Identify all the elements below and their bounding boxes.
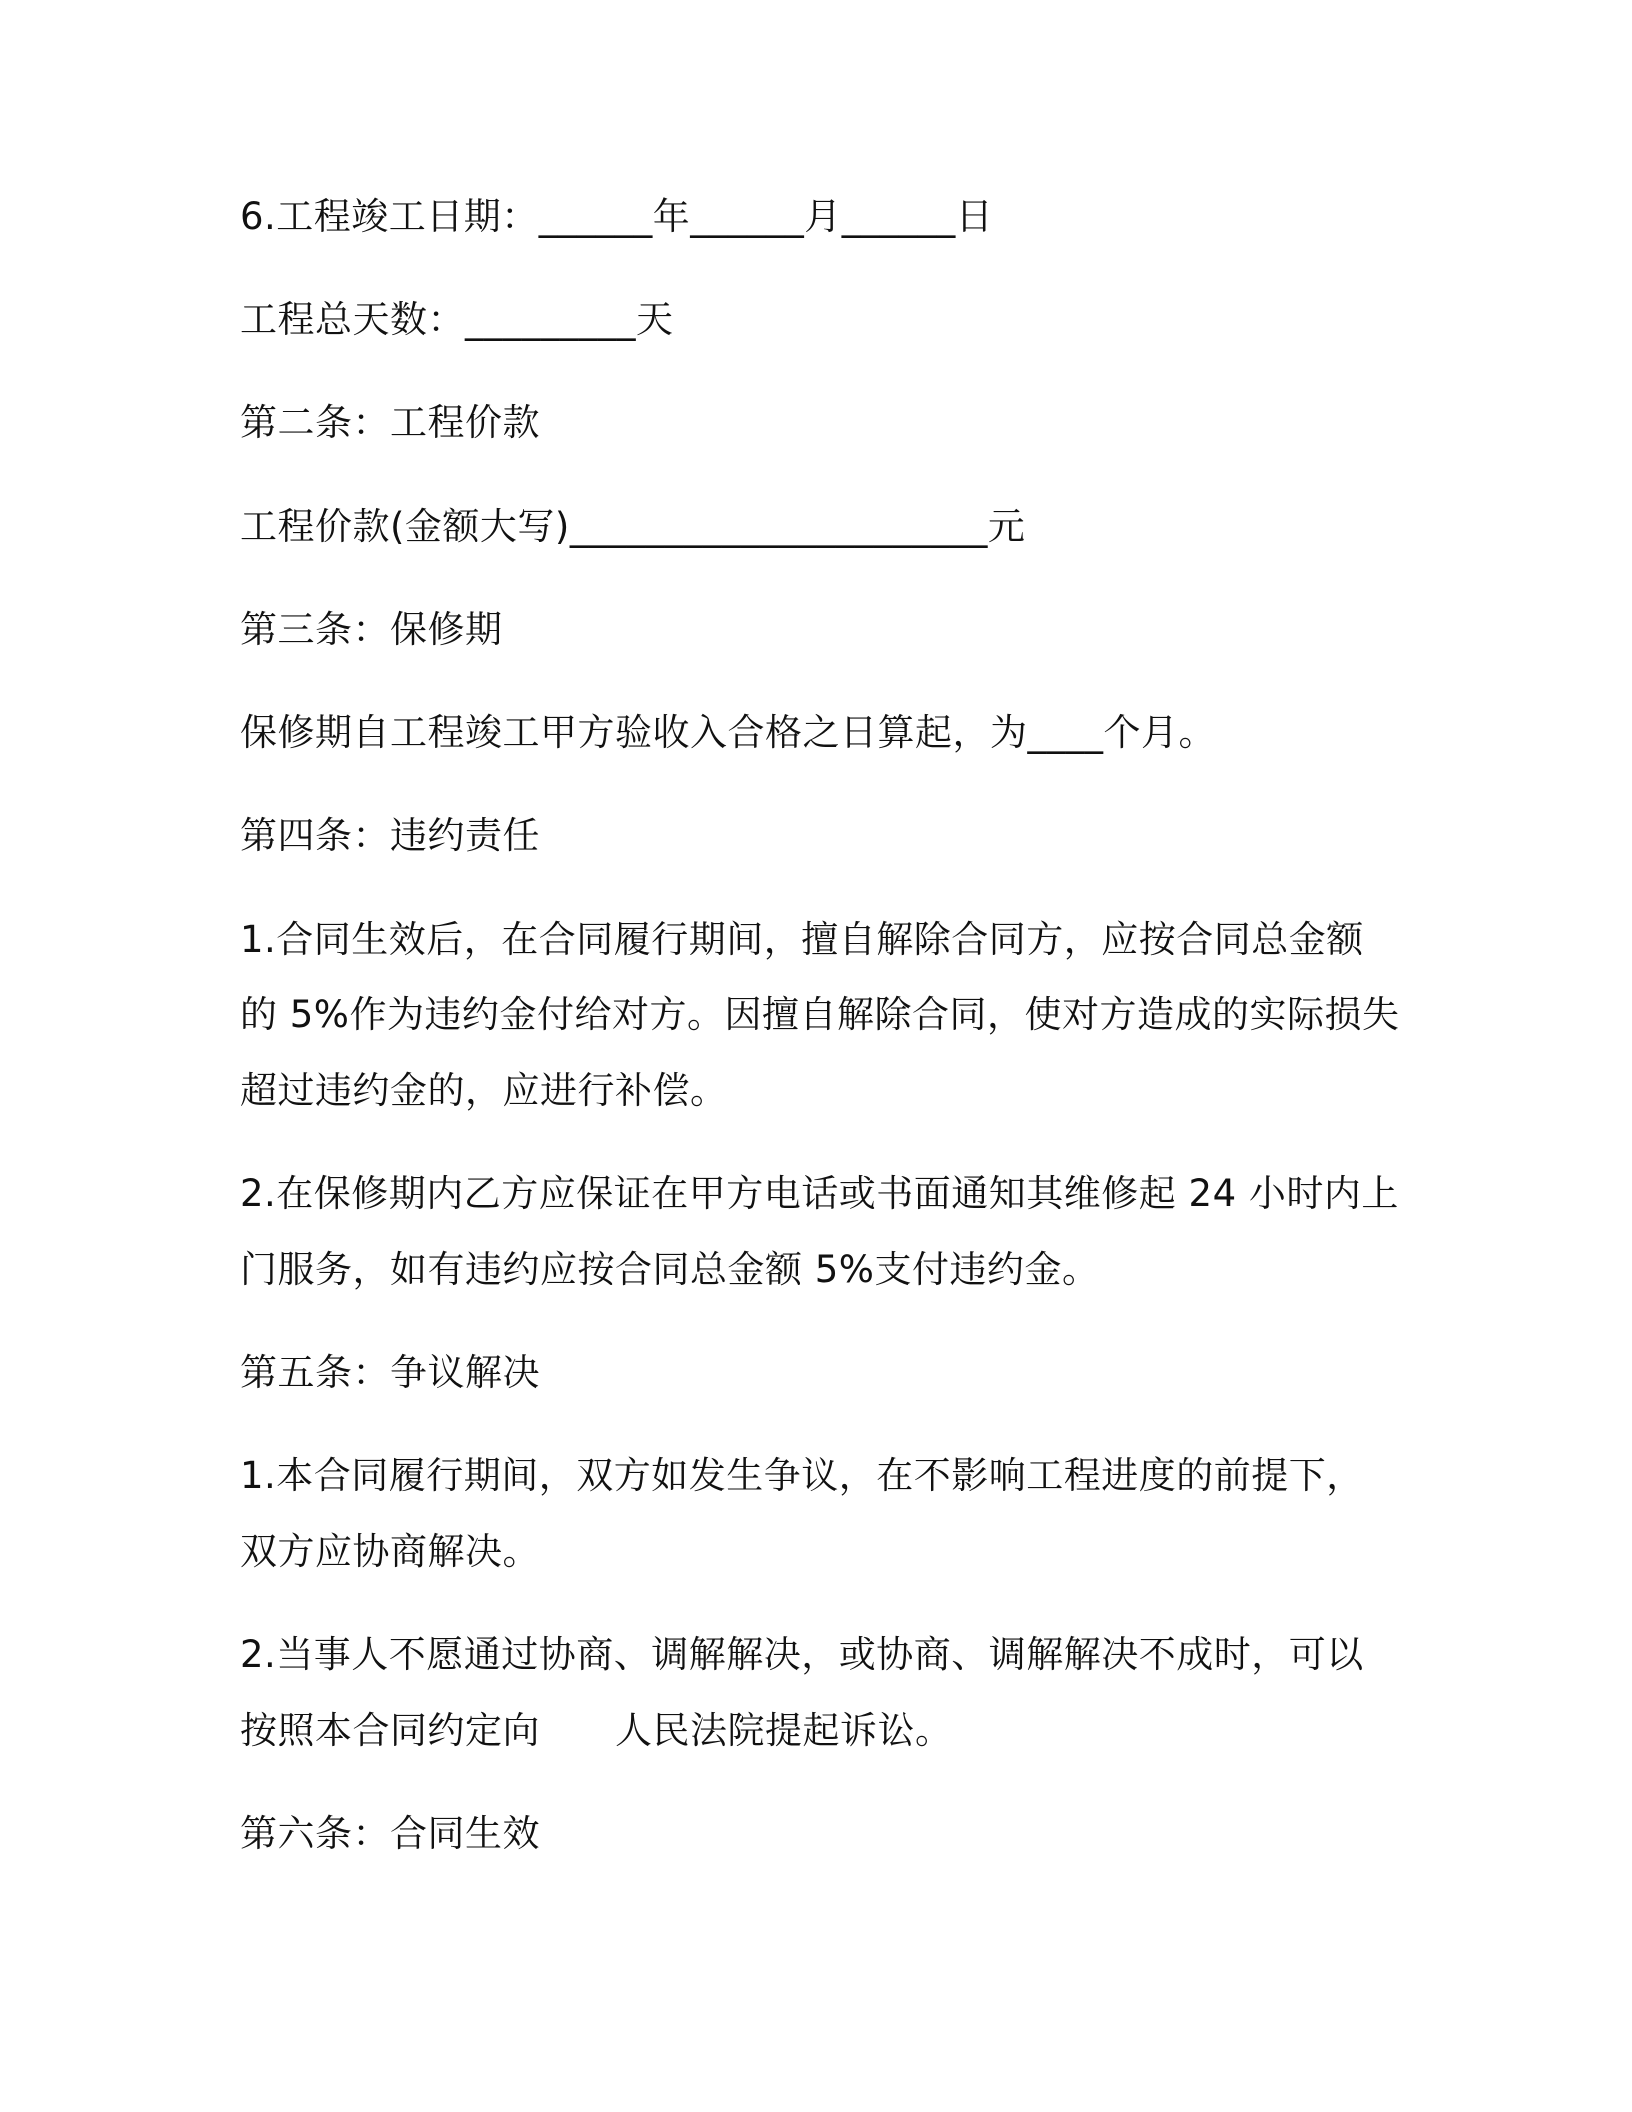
dispute-clause-2-line-2: 按照本合同约定向 人民法院提起诉讼。 [240, 1709, 953, 1752]
dispute-clause-2-line-1: 2.当事人不愿通过协商、调解解决，或协商、调解解决不成时，可以 [240, 1633, 1364, 1676]
dispute-clause-1-line-1: 1.本合同履行期间，双方如发生争议，在不影响工程进度的前提下， [240, 1454, 1364, 1497]
dispute-clause-1-line-2: 双方应协商解决。 [240, 1530, 540, 1573]
breach-clause-1-line-1: 1.合同生效后，在合同履行期间，擅自解除合同方，应按合同总金额 [240, 918, 1364, 961]
completion-date-line: 6.工程竣工日期：______年______月______日 [240, 195, 994, 238]
project-price-line: 工程价款(金额大写)______________________元 [240, 505, 1026, 548]
warranty-period-line: 保修期自工程竣工甲方验收入合格之日算起，为____个月。 [240, 711, 1216, 754]
article-4-heading: 第四条：违约责任 [240, 814, 540, 857]
article-5-heading: 第五条：争议解决 [240, 1351, 540, 1394]
total-days-line: 工程总天数：_________天 [240, 298, 674, 341]
breach-clause-1-line-3: 超过违约金的，应进行补偿。 [240, 1069, 728, 1112]
breach-clause-2-line-2: 门服务，如有违约应按合同总金额 5%支付违约金。 [240, 1248, 1100, 1291]
breach-clause-2-line-1: 2.在保修期内乙方应保证在甲方电话或书面通知其维修起 24 小时内上 [240, 1172, 1399, 1215]
article-3-heading: 第三条：保修期 [240, 608, 503, 651]
article-6-heading: 第六条：合同生效 [240, 1812, 540, 1855]
breach-clause-1-line-2: 的 5%作为违约金付给对方。因擅自解除合同，使对方造成的实际损失 [240, 993, 1400, 1036]
article-2-heading: 第二条：工程价款 [240, 401, 540, 444]
